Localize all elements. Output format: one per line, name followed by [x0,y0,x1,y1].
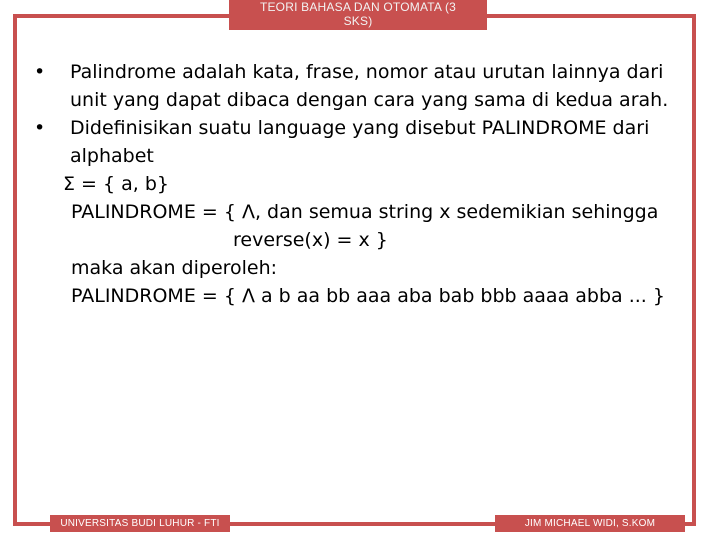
bullet1-line2: unit yang dapat dibaca dengan cara yang sama di kedua arah. [70,89,669,111]
palindrome-definition-line1: PALINDROME = { Λ, dan semua string x sedemikian sehingga [71,201,659,223]
sigma-definition: Σ = { a, b} [63,173,170,195]
bullet-icon: • [34,61,46,83]
slide-content [33,58,693,310]
maka-text: maka akan diperoleh: [71,257,278,279]
footer-author: JIM MICHAEL WIDI, S.KOM [495,515,685,532]
bullet2-line2: alphabet [70,145,154,167]
bullet1-line1: Palindrome adalah kata, frase, nomor atau urutan lainnya dari [70,61,664,83]
bullet2-line1: Didefinisikan suatu language yang disebut PALINDROME dari [70,117,650,139]
header-title: TEORI BAHASA DAN OTOMATA (3 SKS) [259,0,457,28]
palindrome-definition-line2: reverse(x) = x } [233,229,388,251]
bullet-item-definition [33,114,693,170]
footer-university: UNIVERSITAS BUDI LUHUR - FTI [50,515,230,532]
palindrome-result: PALINDROME = { Λ a b aa bb aaa aba bab bbb aaaa abba ... } [71,285,665,307]
bullet-icon: • [34,117,46,139]
header-title-tab [229,0,487,30]
bullet-item-palindrome [33,58,693,114]
